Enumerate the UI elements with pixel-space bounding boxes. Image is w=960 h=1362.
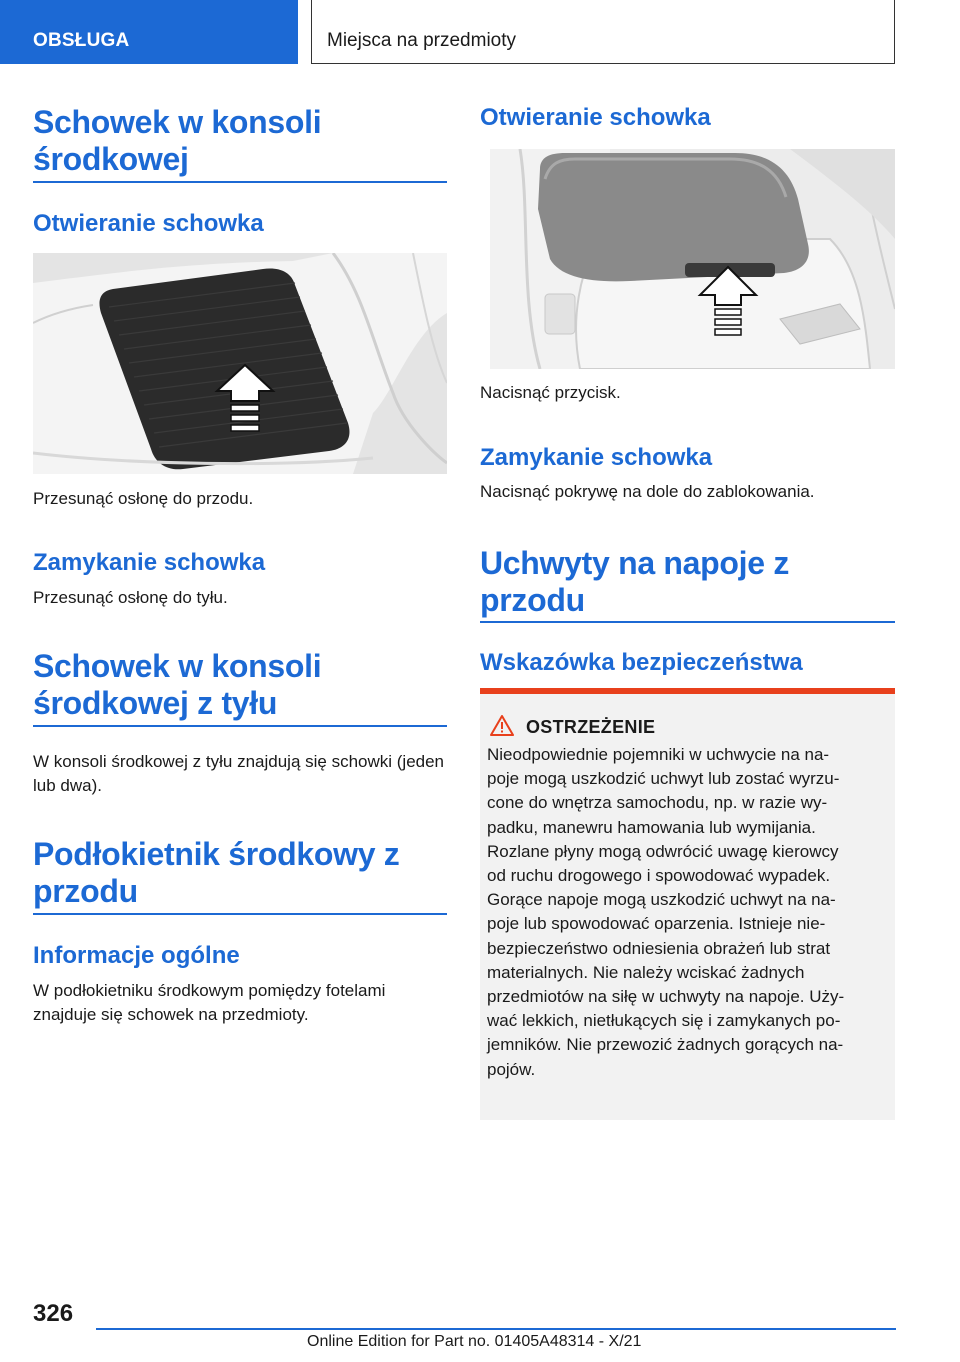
warning-line: pojów. <box>487 1059 536 1079</box>
heading-rule <box>33 913 447 915</box>
warning-box <box>480 688 895 1120</box>
warning-triangle-icon <box>490 714 514 736</box>
heading-rule <box>33 181 447 183</box>
warning-line: padku, manewru hamowania lub wymijania. <box>487 817 816 837</box>
warning-title: OSTRZEŻENIE <box>526 717 656 737</box>
warning-line: poje lub spowodować oparzenia. Istnieje nie- <box>487 914 826 934</box>
warning-line: jemników. Nie przewozić żadnych gorących na- <box>487 1035 844 1055</box>
footer-rule <box>96 1328 896 1330</box>
text-press-button: Nacisnąć przycisk. <box>480 383 621 402</box>
section-tab[interactable] <box>0 0 298 64</box>
warning-line: bezpieczeństwo odniesienia obrażeń lub strat <box>487 938 831 958</box>
warning-line: cone do wnętrza samochodu, np. w razie wy- <box>487 793 828 813</box>
page-number: 326 <box>33 1300 74 1327</box>
warning-line: Nieodpowiednie pojemniki w uchwycie na na- <box>487 745 830 764</box>
text-open-instruction: Przesunąć osłonę do przodu. <box>33 489 254 508</box>
text-press-cover: Nacisnąć pokrywę na dole do zablokowania. <box>480 482 815 501</box>
text-general-info: W podłokietniku środkowym pomiędzy fotelami znajduje się schowek na przedmioty. <box>33 981 386 1024</box>
heading-front-cupholders: Uchwyty na napoje z przodu <box>480 545 790 618</box>
warning-line: wać lekkich, nietłukących się i zamykanych po- <box>487 1011 841 1031</box>
storage-cover-illustration <box>33 253 447 474</box>
warning-bar <box>480 688 895 694</box>
warning-text <box>487 743 889 1082</box>
heading-rule <box>480 621 895 623</box>
footer-edition: Online Edition for Part no. 01405A48314 - X/21 <box>307 1333 642 1350</box>
chapter-box <box>311 0 895 64</box>
warning-line: poje mogą uszkodzić uchwyt lub zostać wyrzu- <box>487 769 840 789</box>
subheading-closing-armrest: Zamykanie schowka <box>480 444 713 471</box>
subheading-safety-note: Wskazówka bezpieczeństwa <box>480 649 803 676</box>
warning-line: materialnych. Nie należy wciskać żadnych <box>487 962 805 982</box>
warning-line: przedmiotów na siłę w uchwyty na napoje. Uży- <box>487 987 845 1007</box>
warning-line: Gorące napoje mogą uszkodzić uchwyt na na- <box>487 890 836 910</box>
subheading-opening-armrest: Otwieranie schowka <box>480 104 711 131</box>
warning-line: Rozlane płyny mogą odwrócić uwagę kierowcy <box>487 841 839 861</box>
warning-line: od ruchu drogowego i spowodować wypadek. <box>487 866 831 886</box>
heading-rule <box>33 725 447 727</box>
text-rear-storage: W konsoli środkowej z tyłu znajdują się schowki (jeden lub dwa). <box>33 752 445 795</box>
armrest-button-illustration <box>490 149 895 369</box>
text-close-instruction: Przesunąć osłonę do tyłu. <box>33 588 228 607</box>
heading-front-armrest: Podłokietnik środkowy z przodu <box>33 836 400 909</box>
heading-rear-console-storage: Schowek w konsoli środkowej z tyłu <box>33 648 322 721</box>
section-label: OBSŁUGA <box>33 30 130 51</box>
subheading-general-info: Informacje ogólne <box>33 942 240 969</box>
heading-center-console-storage: Schowek w konsoli środkowej <box>33 104 322 177</box>
subheading-opening: Otwieranie schowka <box>33 210 264 237</box>
chapter-label: Miejsca na przedmioty <box>327 30 517 51</box>
subheading-closing: Zamykanie schowka <box>33 549 266 576</box>
